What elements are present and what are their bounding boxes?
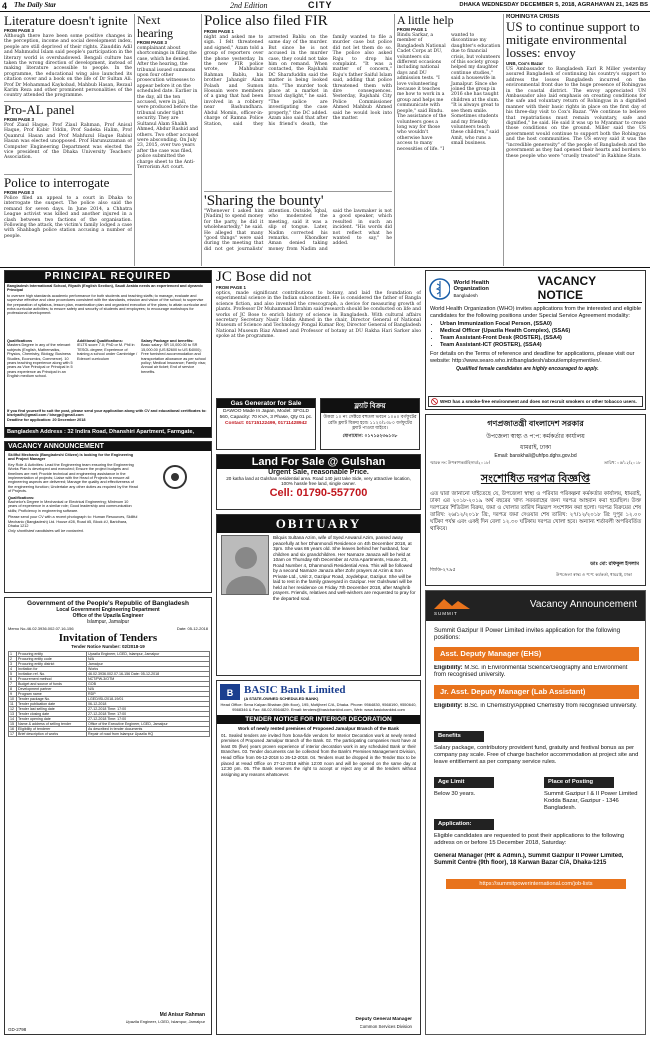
application-address: General Manager (HR & Admin.), Summit Gazipur II Power Limited, Summit Centre (9th floor), 18 Karwan Bazar C/A, Dhaka-1215: [434, 853, 624, 867]
notice-heading: সংশোধিত দরপত্র বিজ্ঞপ্তি: [480, 473, 591, 485]
article-body: complainant about shortcomings in filing the case, which he denied. After the hearing, the tribunal issued summons upon four other prosecution witnesses to appear before it on the scheduled date. Earlier in the day, all the ten accused, were in jail, were produced before the tribunal under tight security. They are Sultanul Alam Shaikh Ahmed, Abdur Rashid and others. Two other accused were absconding. On July 23, 2015, over two years after the case was filed, police submitted the charge sheet to the Anti-Terrorism Act court.: [137, 46, 199, 170]
ad-contact: যোগাযোগ: ০১৭১৫২৩৬১০৮: [342, 432, 398, 438]
article-byline: FROM PAGE 1: [397, 27, 427, 32]
table-cell: Procuring entity district: [17, 662, 87, 667]
ad-body: DAWOO Made In Japan, Model: SFGLD 560, Capacity: 70 KVA, 3 Phase, Qty 01 pc.: [219, 409, 313, 420]
table-cell: 8: [9, 687, 17, 692]
post-1-label: Asst. Deputy Manager (EHS): [434, 647, 639, 661]
article-body: night and asked me to sign. I felt threatened and signed," Azam told a group of reporters over the phone yesterday. In the new FIR police wrote, Mahbubur Rahman Bablu, his brother Jahangir Alam Polash and Sumon Hossain were members of a gang that had been involved in a robbery near Bashundhara. Abdul Momin, officer-in-charge of Ramna Police Station, said they arrested Bablu on the same day of the murder. But since he is not accused in the murder case, they could not take him on remand. When contacted, the Rajshahi DC Sharafuddin said the matter is being looked into. "The murder took place at a market in broad daylight," he said. "The police are investigating the case properly," the DC added. Azam also said that after his friend's death, the family wanted to file a murder case but police did not let them do so. The police also asked Raju to drop his complaint. "It was a matter of concern," Raju's father Saiful Islam said, adding that police threatened them with dire consequences. Yesterday, Rajshahi City Police Commissioner Ahmed Mahbub Ahmed said he would look into the matter.: [204, 35, 392, 127]
ad-title: VACANCY NOTICE: [538, 274, 642, 303]
table-cell: Brief description of works: [17, 732, 87, 737]
obituary-photo: [221, 535, 269, 595]
table-cell: Procurement method: [17, 677, 87, 682]
summit-intro: Summit Gazipur II Power Limited invites application for the following positions:: [434, 627, 621, 642]
ad-body: উত্তরা ১০ নং সেক্টরে বহুতল ভবনে ১০৪০ বর্গফুটের রেডি ফ্ল্যাট বিক্রয় হবে। ১১২০/১৩৮০ বর্গফুটের ফ্ল্যাট পাওয়া যাইবে।: [323, 414, 417, 431]
article-proal: [4, 103, 132, 173]
memo-date: Date: 05-12-2018: [176, 626, 208, 631]
article-headline: Literature doesn't ignite: [4, 14, 128, 28]
govt-title: গণপ্রজাতন্ত্রী বাংলাদেশ সরকার: [487, 419, 584, 428]
apply-text: If you find yourself to suit the post, please send your application along with CV and educational certificates to: bisriyadh@gmail.com / bisrgp@gmail.com: [7, 409, 207, 418]
memo-number: স্মারক নং: উপস্বাপকর্ম/হিসাব/২০১৮/: [430, 460, 491, 465]
ad-body: Key Role & Activities: Lead the Engineering team ensuring the Engineering Works Plan is developed and executed; Ensure the project budgets and timelines are met; Provide technical and engineering assistance in the implementation of projects; Liaise with the Head of Projects to ensure all engineering aspects are delivered; Manage the quality and effectiveness of the engineering function; Undertake any other duties as required by the Head of Projects.: [8, 462, 138, 494]
age-label: Age Limit: [434, 777, 494, 788]
article-body: Bindu Sarkar, a member of Bangladesh National Cadet Corps at DU, volunteers six different occasions including national days and DU admission tests. "I love volunteering because it teaches me how to work in a group and helps me communicate with people," said Bindu. The assistance of the volunteers goes a long way for those who wouldn't otherwise have access to many necessities of life. "I wanted to discontinue my daughter's education due to financial crisis, but volunteers of this society group helped my daughter continue studies," said a housewife in Jamalpur. Since she joined the group in 2016 she has taught children at the slum. "It is always great to see them smile. Sometimes students and my friendly volunteers teach these children," said Amit, who runs a small business.: [397, 33, 501, 152]
qual-heading: Qualifications: [7, 339, 33, 343]
article-headline: JC Bose did not: [216, 270, 312, 285]
tender-table: [8, 651, 210, 737]
table-cell: GOB: [87, 682, 210, 687]
salary-heading: Salary Package and benefits:: [141, 339, 194, 343]
page-number: 4: [2, 1, 8, 11]
eligibility-1-label: Eligibility:: [434, 665, 463, 671]
who-intro: World Health Organization (WHO) invites applications from the interested and eligible candidates for the following positions under Special Service Agreement modality:: [430, 306, 642, 319]
eligibility-1: [434, 665, 639, 679]
tender-body: 01. Sealed tenders are invited from bona-fide vendors for Interior Decoration work at newly rented premises of Proposed Jamalpur Branch of the Bank. 02. The participating companies must have at least 05 (five) years proven experience of interior decoration work in any scheduled Bank or their Branches. 03. Tender documents can be collected from the Bank's Premises Management Division, Head Office from 06-12-2018 to 26-12-2018. 04. Tenders must be dropped in the Tender Box to be placed at Head Office on 27-12-2018 within 12:00 noon and will be opened on the same day at 12:30 pm. 05. The Bank reserves the right to accept or reject any or all the tenders without assigning any reasons whatsoever.: [221, 732, 416, 777]
article-byline: FROM PAGE 1: [216, 285, 246, 290]
table-cell: Development partner: [17, 687, 87, 692]
ad-obituary: [216, 514, 421, 676]
ad-body: 20 katha land at Gulshan residential area. Road 140 just take Side, very attractive location, 100% hassle free land, single owner.: [226, 476, 411, 487]
gd-ref: জিডি-২৭৯৫: [430, 567, 456, 573]
place-label: Place of Posting: [544, 777, 614, 788]
signer-division: Common Services Division: [359, 1024, 412, 1029]
table-cell: 14: [9, 717, 17, 722]
table-cell: Tender closing date: [17, 712, 87, 717]
tender-subheading: Work of newly rented premises of Proposed Jamalpur Branch of the Bank: [238, 725, 399, 731]
table-cell: 11: [9, 702, 17, 707]
section-label: CITY: [308, 0, 333, 10]
table-cell: Procuring entity: [17, 652, 87, 657]
application-text: Eligible candidates are requested to post their applications to the following address on or before 15 December 2018, Saturday:: [434, 833, 625, 847]
bank-logo-icon: [219, 683, 241, 701]
article-little-help: [397, 14, 501, 264]
ad-vacancy-left: [4, 441, 212, 593]
article-headline: Next hearing: [137, 14, 173, 40]
banner-title: Vacancy Announcement: [529, 599, 637, 610]
who-female-note: Qualified female candidates are highly encouraged to apply.: [456, 366, 599, 373]
eligibility-1-text: M.Sc. in Environmental Science/Geography and Environment from recognised university.: [434, 665, 628, 679]
ad-body: Bilquis Sultana Azim, wife of Syed Anwarul Azim, passed away peacefully at her Dhanmondi Residence on 4th December 2018, at 3pm. She was 86 years old. She leaves behind her husband, four children and six grandchildren. Her Namaze Janaza will be held at 10am on Thursday 6th December at Azra Apartments, House 23, Road Number 4, Dhanmondi Residential Area. This will be followed by a second Namaze Janaza after Zohr prayers at Azim & Son Private Ltd., Unit 2, Gazipur Road, Joydebpur, Gazipur. She will be laid to rest in the family graveyard in Gazipur. Her Gulshwari will be held at her residence on Friday 7th December 2018, after Maghrib prayers. Friends, relatives and well-wishers are requested to pray for the departed soul.: [273, 535, 416, 601]
table-cell: Invitation ref. No.: [17, 672, 87, 677]
ad-land-gulshan: [216, 454, 421, 510]
table-cell: Invitation for: [17, 667, 87, 672]
list-item: • Team Assistant-ICT (ROSTER), (SSA4): [440, 342, 641, 349]
ad-side-text: [143, 498, 209, 588]
table-cell: 5: [9, 672, 17, 677]
benefits-text: Salary package, contributory provident fund, gratuity and festival bonus as per company pay scale. Free of charge bachelor accommodation at project site and leave entitlement as per company service rules.: [434, 745, 639, 766]
article-headline: 'Sharing the bounty': [204, 193, 324, 209]
company-logo: [145, 462, 205, 492]
signer-name: ডাঃ মো: রফিকুল ইসলাম: [590, 561, 639, 567]
govt-location: Islampur, Jamalpur: [86, 619, 130, 625]
article-body: optics, made significant contributions to botany, and laid the foundation of experimental science in the Indian subcontinent. He is considered the father of Bangla science fiction, and also invented the crescograph, a device for measuring growth of plants. Professor Dr Muhammad Ibrahim said research should be conducted on life and works of JC Bose to enrich history of science in Bangladesh. With cultural affairs secretary Secretary Nasir Uddin Ahmed in the chair, Director General of National Museum of Science and Technology Pongal Kumar Roy, Director General of Bangladesh National Museum Riaz Ahmed and Professor of botany at DU Rakha Hari Sarker also spoke at the programme.: [216, 291, 421, 340]
table-cell: LGED/ISL/2018-19/01: [87, 697, 210, 702]
table-cell: Office of the Executive Engineer, LGED, Jamalpur: [87, 722, 210, 727]
masthead: [0, 0, 650, 12]
list-item: • Team Assistant-Front Desk (ROSTER), (SSA4): [440, 335, 641, 342]
edition-label: 2nd Edition: [230, 1, 268, 10]
ad-who-vacancy: [425, 270, 646, 410]
portrait-icon: [222, 536, 269, 595]
bank-address: Head Office: Sena Kalyan Bhaban (6th floor), 195, Motijheel C/A, Dhaka. Phone: 9564830, 9568190, 9550640, 9568346 & Fax: 88-02-9564829. Email: tenders@basicbankbd.com, Web: www.basicbankbd.com: [220, 702, 417, 712]
table-cell: RDP: [87, 692, 210, 697]
ad-bangla-govt: [425, 414, 646, 586]
table-cell: Jamalpur: [87, 662, 210, 667]
table-cell: N/A: [87, 687, 210, 692]
article-jc-bose: [216, 270, 421, 394]
table-cell: 4: [9, 667, 17, 672]
govt-dept: Local Government Engineering Department: [56, 607, 160, 613]
article-police-interrogate: [4, 176, 132, 264]
table-cell: Repair of road from Islampur Upazila HQ: [87, 732, 210, 737]
ad-principal-required: [4, 270, 212, 438]
ad-summit-vacancy: [425, 590, 646, 1035]
ad-title: ফ্ল্যাট বিক্রয়: [321, 399, 419, 413]
add-qual-heading: Additional Qualifications:: [77, 339, 123, 343]
article-byline: UNB, Cox's Bazar: [506, 61, 543, 66]
benefits-label: Benefits: [434, 731, 484, 742]
ad-subtitle: Bangladesh International School, Riyadh (English Section), Saudi Arabia needs an experienced and dynamic Principal: [7, 284, 204, 293]
table-cell: Tender opening date: [17, 717, 87, 722]
ad-title: PRINCIPAL REQUIRED: [5, 271, 211, 283]
govt-location: ধামরাই, ঢাকা: [519, 445, 551, 451]
article-body: Police filed an appeal to a court in Dhaka to interrogate the suspect. The police also said the remand for seven days. In June 2014, a Chhatra League activist was killed and another injured in a clash between two factions of the organisation. Following the attack, the victim's family lodged a case with Shahbagh police station accusing a number of people.: [4, 196, 132, 239]
table-cell: 16: [9, 727, 17, 732]
add-qual-text: IELTS score 7.0; PhD or M. Phil in TESOL degree; Experience of training a school under Cambridge / Edexcel curriculum: [77, 343, 138, 361]
table-cell: 13: [9, 712, 17, 717]
article-headline: Police also filed FIR: [204, 14, 328, 29]
article-headline: US to continue support to mitigate environmental losses: envoy: [506, 19, 640, 60]
summit-brand: SUMMIT: [434, 611, 458, 616]
who-details: For details on the Terms of reference and deadline for applications, please visit our website: http://www.searo.who.int/bangladesh/about/employment/en/.: [430, 351, 635, 364]
govt-header: Government of the People's Republic of Bangladesh: [27, 600, 189, 607]
deadline-text: Deadline for application: 20 December 2018: [7, 418, 86, 422]
ad-gas-generator: [216, 398, 316, 450]
article-byline: FROM PAGE 3: [4, 117, 34, 122]
table-cell: Tender package No.: [17, 697, 87, 702]
ad-contact: Contact: 01715122499, 01711428942: [225, 421, 307, 427]
application-label: Application:: [434, 819, 494, 830]
article-headline: Police to interrogate: [4, 176, 110, 190]
table-cell: 2: [9, 657, 17, 662]
signer-title: উপজেলা স্বাস্থ্য ও প:প: কর্মকর্তা, ধামরাই, ঢাকা: [556, 572, 632, 577]
age-text: Below 30 years.: [434, 791, 476, 797]
table-cell: Budget and source of funds: [17, 682, 87, 687]
table-cell: Program name: [17, 692, 87, 697]
who-smoke-text: WHO has a smoke-free environment and does not recruit smokers or other tobacco users.: [440, 399, 637, 404]
who-country: Bangladesh: [453, 292, 478, 298]
ad-basic-bank: [216, 680, 421, 1035]
table-cell: Procuring entity code: [17, 657, 87, 662]
table-cell: Tender last selling date: [17, 707, 87, 712]
notice-body: এত দ্বারা জানানো যাইতেছে যে, উপজেলা স্বাস্থ্য ও পরিবার পরিকল্পনা কর্মকর্তার কার্যালয়, ধামরাই, ঢাকা এর ২০১৮-২০১৯ অর্থ বছরের খাদ্য সরবরাহের জন্য দরপত্র আহবান করা হয়েছিল। উক্ত দরপত্রের শিডিউল বিক্রয়, জমা ও খোলার তারিখ নিম্নরূপ সংশোধন করা হলো। দরপত্র বিক্রয়ের শেষ তারিখ: ২৬/১২/২০১৮ খ্রি:, দরপত্র জমা দেওয়ার শেষ তারিখ: ২৭/১২/২০১৮ খ্রি: দুপুর ১২.০০ ঘটিকা পর্যন্ত এবং একই দিন বেলা ১২.৩০ ঘটিকায় দরপত্র খোলা হবে। অন্যান্য শর্তাবলী অপরিবর্তিত থাকিবে।: [430, 491, 641, 532]
table-cell: 3: [9, 662, 17, 667]
ad-duties: to oversee high standards academic performance for both students and teaching staffs; to manage, evaluate and supervise effective and clear procedures consistent with the standards, mission and vision of the school; to supervise the preparation of syllabus, lesson plan, examination plan and organized execution of the plans; to attain curricular and extra curricular activities; to ensure safety and security of students and employees; to encourage workshops for professional development.: [7, 293, 207, 316]
ad-title: VACANCY ANNOUNCEMENT: [5, 442, 211, 451]
memo-date: তারিখ: ০৫/১২/২০১৮: [603, 460, 641, 465]
no-smoking-icon: [431, 398, 438, 405]
ad-subtitle: Urgent Sale, reasonable Price.: [268, 469, 369, 476]
article-police-fir: [204, 14, 392, 190]
bank-tagline: (A STATE-OWNED SCHEDULED BANK): [244, 695, 319, 701]
tender-notice-no: Tender Notice Number: 02/2018-19: [71, 644, 145, 649]
table-cell: 12: [9, 707, 17, 712]
ad-title: Gas Generator for Sale: [217, 399, 315, 408]
ad-footer: Bangladesh Address : 32 Indira Road, Dhanshiri Apartment, Farmgate,: [5, 427, 211, 437]
article-byline: FROM PAGE 3: [4, 28, 34, 33]
who-logo-icon: [429, 278, 450, 300]
gear-logo-icon: [145, 462, 205, 492]
who-positions-list: [426, 319, 645, 349]
govt-office: উপজেলা স্বাস্থ্য ও প:প: কর্মকর্তার কার্যালয়: [486, 434, 585, 440]
table-cell: Upazila Engineer, LGED, Islampur, Jamalpur: [87, 652, 210, 657]
salary-text: Basic salary: SR 10,000.00 to SR 15,000.00 (US $2600 to US $4000); Free furnished accommodation and transportation allowance as per school policy; Medical Insurance; Family visa; Annual air ticket; End of service benefits.: [141, 343, 206, 374]
eligibility-2-label: Eligibility:: [434, 703, 463, 709]
ad-govt-tender: [4, 597, 212, 1035]
table-cell: 27-12-2018 Time: 17:00: [87, 717, 210, 722]
ad-title: OBITUARY: [217, 515, 420, 533]
paper-logo: The Daily Star: [14, 1, 57, 9]
who-smoke-note: [428, 396, 643, 407]
ad-subtitle: Skillful Mechanic (Bangladeshi Citizen) is looking for the Engineering and Project Manager: [8, 453, 134, 462]
table-cell: 10: [9, 697, 17, 702]
table-cell: 6: [9, 677, 17, 682]
qual-text: Masters Degree in any of the relevant subjects (English, Mathematics, Physics, Chemistry, Biology, Business Studies, Economics, Commerce). 10 years teaching experience along with 5 years as Vice Principal or Principal in 5 years experience as Principal in an English medium school.: [7, 343, 73, 379]
ad-footer: Please send your CV with a recent photograph to: Human Resources, Skillful Mechanic (Bangladesh) Ltd. House #28, Road #5, Block #J, Baridhara, Dhaka 1212: [8, 515, 138, 529]
article-next-hearing: [137, 14, 199, 264]
table-cell: 17: [9, 732, 17, 737]
article-rohingya: [506, 14, 646, 264]
table-cell: Name & address of selling tender: [17, 722, 87, 727]
govt-office: Office of the Upazila Engineer: [72, 613, 144, 619]
signer-name: Md Anisur Rahman: [159, 1012, 205, 1018]
table-cell: N/A: [87, 657, 210, 662]
qual-text: Bachelor's Degree in Mechanical or Electrical Engineering; Minimum 10 years of experience in a similar role; Good leadership and communication skills; Proficiency in engineering software.: [8, 500, 132, 513]
table-cell: 06-12-2018: [87, 702, 210, 707]
tender-title: Invitation of Tenders: [58, 632, 158, 644]
table-cell: 46.02.3936.002.07.16-156 Date: 05-12-2018: [87, 672, 210, 677]
article-body: Although there have been some positive changes in the perception, income and social development index, people are still deprived of their rights. Ziauddin Adil and Mahmudul Islam said people's participation in the literary world is overshadowed. Bengali culture has taken the wrong direction of development, instead of making literature accessible to people. In the programme, the educational wing also launched its citation cover and a book on the life of Dr Sultan Ali. Prof Dr Mohammad Kaykobad, Mahbub Hasan, Rezaul Karim Reza and other prominent personalities of the country attended the programme.: [4, 34, 132, 99]
table-cell: 15: [9, 722, 17, 727]
table-cell: Tender publication date: [17, 702, 87, 707]
bank-name: BASIC Bank Limited: [244, 683, 346, 696]
signer-title: Deputy General Manager: [355, 1017, 412, 1022]
govt-email: Email: banskhali@uhfpo.dghs.gov.bd: [494, 453, 577, 459]
table-cell: Eligibility of tenderer: [17, 727, 87, 732]
jobs-url[interactable]: https://summitpowerinternational.com/job-lists: [446, 879, 626, 889]
memo-number: Memo No-46.02.3936.002.07.16-156: [8, 626, 74, 631]
article-headline: A little help: [397, 14, 454, 27]
table-cell: NCT/PW-3/OTM: [87, 677, 210, 682]
gd-ref: GD-2798: [8, 1027, 27, 1032]
article-body: "Whenever I asked him [Nadim] to spend money for the party, he did it wholeheartedly," he said. He alleged that many "good things" were said during the meeting that did not get journalists' attention. Outside, Iqbal, who moderated the meeting, said it was a slip of tongue. Later, Nadim corrected his remarks. Khondker Aman denied taking money from Nadim and said the lawmaker is not a good speaker, which resulted in such an incident. "His words did not reflect what he wanted to say," he added.: [204, 209, 392, 252]
article-byline: FROM PAGE 3: [4, 190, 34, 195]
table-row: [9, 732, 210, 737]
signer-title: Upazila Engineer, LGED, Islampur, Jamalpur: [125, 1019, 205, 1024]
article-byline: FROM PAGE 1: [204, 29, 234, 34]
article-body: Prof Ziaul Haque, Prof Ziaul Rahman, Prof Anisul Haque, Prof Kabir Uddin, Prof Sadeka Halim, Prof Quamrul Hasan and Prof Mahfuzul Haque Rabiul Hasan was elected unopposed. Prof Harunuzzaman of Computer Engineering Department was elected the vice president of the Dhaka University Teachers' Association.: [4, 123, 132, 161]
table-cell: 27-12-2018 Time: 17:00: [87, 707, 210, 712]
article-literature: [4, 14, 132, 100]
list-item: • Medical Officer (Upazila Health Complex), (SSA6): [440, 328, 641, 335]
date-line: DHAKA WEDNESDAY DECEMBER 5, 2018, AGRAHAYAN 21, 1425 BS: [459, 2, 648, 8]
table-cell: 1: [9, 652, 17, 657]
list-item: • Urban Immunization Focal Person, (SSA0): [440, 321, 641, 328]
ad-title: Land For Sale @ Gulshan: [217, 455, 420, 469]
article-headline: Pro-AL panel: [4, 103, 75, 117]
eligibility-2: [434, 703, 639, 710]
who-org: World Health Organization: [453, 279, 490, 292]
ad-phone: Cell: 01790-557700: [269, 486, 368, 499]
table-cell: Works: [87, 667, 210, 672]
eligibility-2-text: B.Sc. in Chemistry/Applied Chemistry from recognised university.: [464, 703, 637, 709]
qual-heading: Qualifications:: [8, 495, 35, 500]
place-text: Summit Gazipur I & II Power Limited Kodda Bazar, Gazipur - 1346 Bangladesh.: [544, 791, 638, 811]
table-cell: 9: [9, 692, 17, 697]
article-byline: FROM PAGE 3: [137, 40, 167, 45]
ad-flat-sale: [320, 398, 420, 450]
summit-banner: [426, 591, 645, 621]
table-cell: As described in tender documents: [87, 727, 210, 732]
table-cell: 27-12-2018 Time: 17:00: [87, 712, 210, 717]
post-2-label: Jr. Asst. Deputy Manager (Lab Assistant): [434, 685, 639, 699]
article-body: US Ambassador to Bangladesh Earl R Miller yesterday assured Bangladesh of continuing his country's support to address the losses Bangladesh incurred on the environmental front due to the huge presence of Rohingyas in the coastal district. The envoy appreciated UN Ambassador also laid emphasis on creating conditions for the safe and voluntary return of Rohingyas in a dignified manner with their basic rights in place on the first day of his three-day visit to Cox's Bazar. "We continue to believe that repatriations must remain voluntary, safe and dignified," he said. He said it was up to Myanmar to create those conditions on the ground. Miller said the US government would continue to support both the Rohingyas and the host communities. The US envoy said it was the "incredible generosity" of the people of Bangladesh and the government as they had opened their hearts and borders to these people who were "cruelly treated" in Rakhine State.: [506, 67, 646, 159]
tender-heading: TENDER NOTICE FOR INTERIOR DECORATION: [217, 715, 420, 724]
article-kicker: ROHINGYA CRISIS: [506, 14, 560, 20]
article-sharing-bounty: [204, 193, 392, 265]
table-cell: 7: [9, 682, 17, 687]
svg-text:B: B: [226, 688, 234, 698]
ad-note: Only shortlisted candidates will be contacted.: [8, 528, 84, 533]
